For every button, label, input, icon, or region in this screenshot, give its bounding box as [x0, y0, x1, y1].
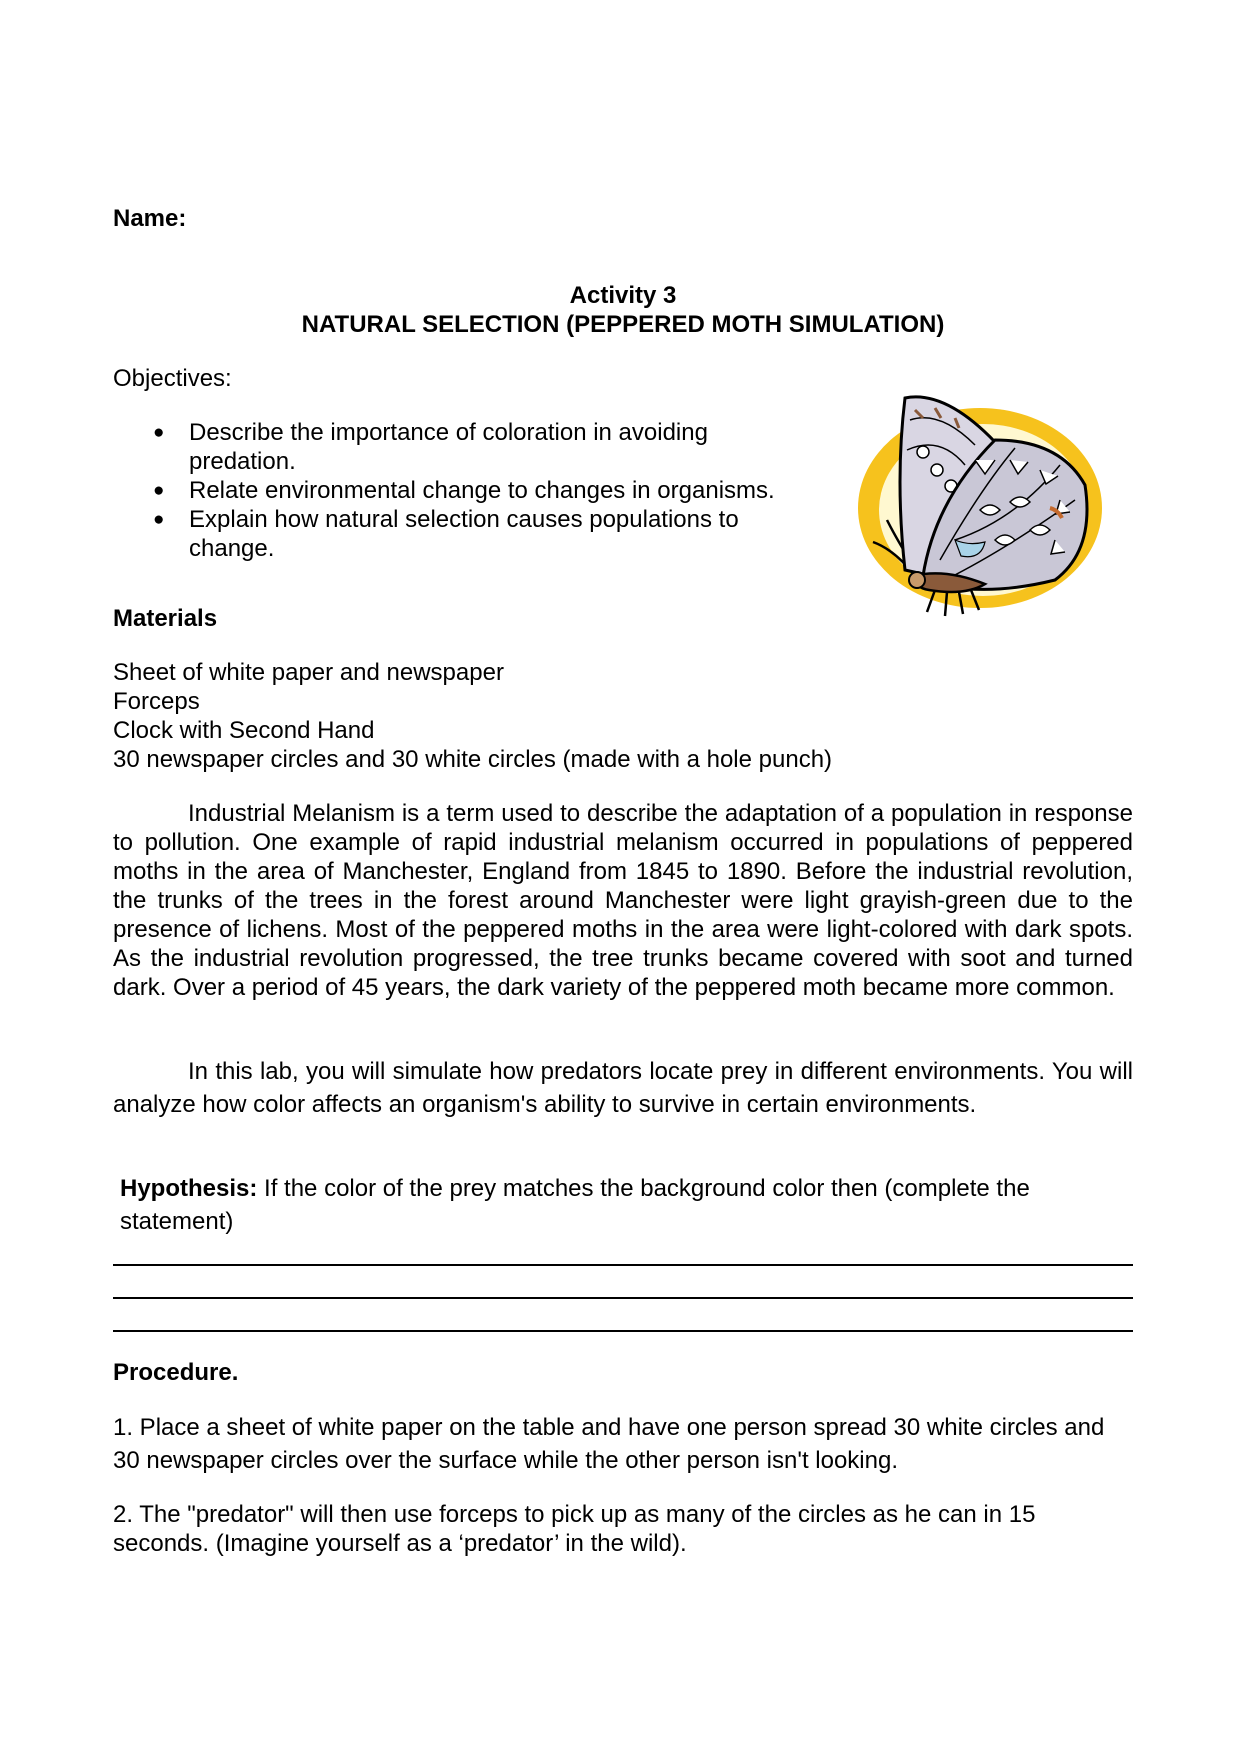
name-label: Name: — [113, 205, 187, 232]
answer-line[interactable] — [113, 1330, 1133, 1332]
procedure-step: 1. Place a sheet of white paper on the table and have one person spread 30 white circles and 30 newspaper circles over the surface while the other person isn't looking. — [113, 1414, 1105, 1474]
materials-heading: Materials — [113, 605, 218, 632]
intro-paragraph: Industrial Melanism is a term used to describe the adaptation of a population in response to pollution. One example of rapid industrial melanism occurred in populations of peppered moths in the area of Manchester, England from 1845 to 1890. Before the industrial revolution, the trunks of the trees in the forest around Manchester were light grayish-green due to the presence of lichens. Most of the peppered moths in the area were light-colored with dark spots. As the industrial revolution progressed, the tree trunks became covered with soot and turned dark. Over a period of 45 years, the dark variety of the peppered moth became more common. — [113, 800, 1133, 1001]
objectives-heading: Objectives: — [113, 365, 232, 392]
answer-line[interactable] — [113, 1297, 1133, 1299]
objective-item: ● Explain how natural selection causes populations to change. — [113, 505, 813, 563]
material-item: Forceps — [113, 688, 200, 715]
page-title: NATURAL SELECTION (PEPPERED MOTH SIMULATION) — [301, 311, 945, 338]
material-item: Clock with Second Hand — [113, 717, 375, 744]
material-item: 30 newspaper circles and 30 white circles (made with a hole punch) — [113, 746, 833, 773]
hypothesis — [113, 1172, 1133, 1238]
moth-illustration — [845, 390, 1115, 630]
answer-line[interactable] — [113, 1264, 1133, 1266]
hypothesis-text: If the color of the prey matches the background color then (complete the statement) — [120, 1175, 1030, 1235]
objective-item: ● Relate environmental change to changes in organisms. — [113, 476, 813, 505]
procedure-heading: Procedure. — [113, 1359, 239, 1386]
lab-paragraph: In this lab, you will simulate how predators locate prey in different environments. You will analyze how color affects an organism's ability to survive in certain environments. — [113, 1058, 1133, 1118]
procedure-step: 2. The "predator" will then use forceps to pick up as many of the circles as he can in 15 seconds. (Imagine yourself as a ‘predator’ in the wild). — [113, 1501, 1036, 1557]
objective-item: ● Describe the importance of coloration in avoiding predation. — [113, 418, 813, 476]
activity-number: Activity 3 — [569, 282, 677, 309]
hypothesis-label: Hypothesis: — [120, 1175, 258, 1202]
objectives-list — [113, 418, 813, 563]
material-item: Sheet of white paper and newspaper — [113, 659, 504, 686]
